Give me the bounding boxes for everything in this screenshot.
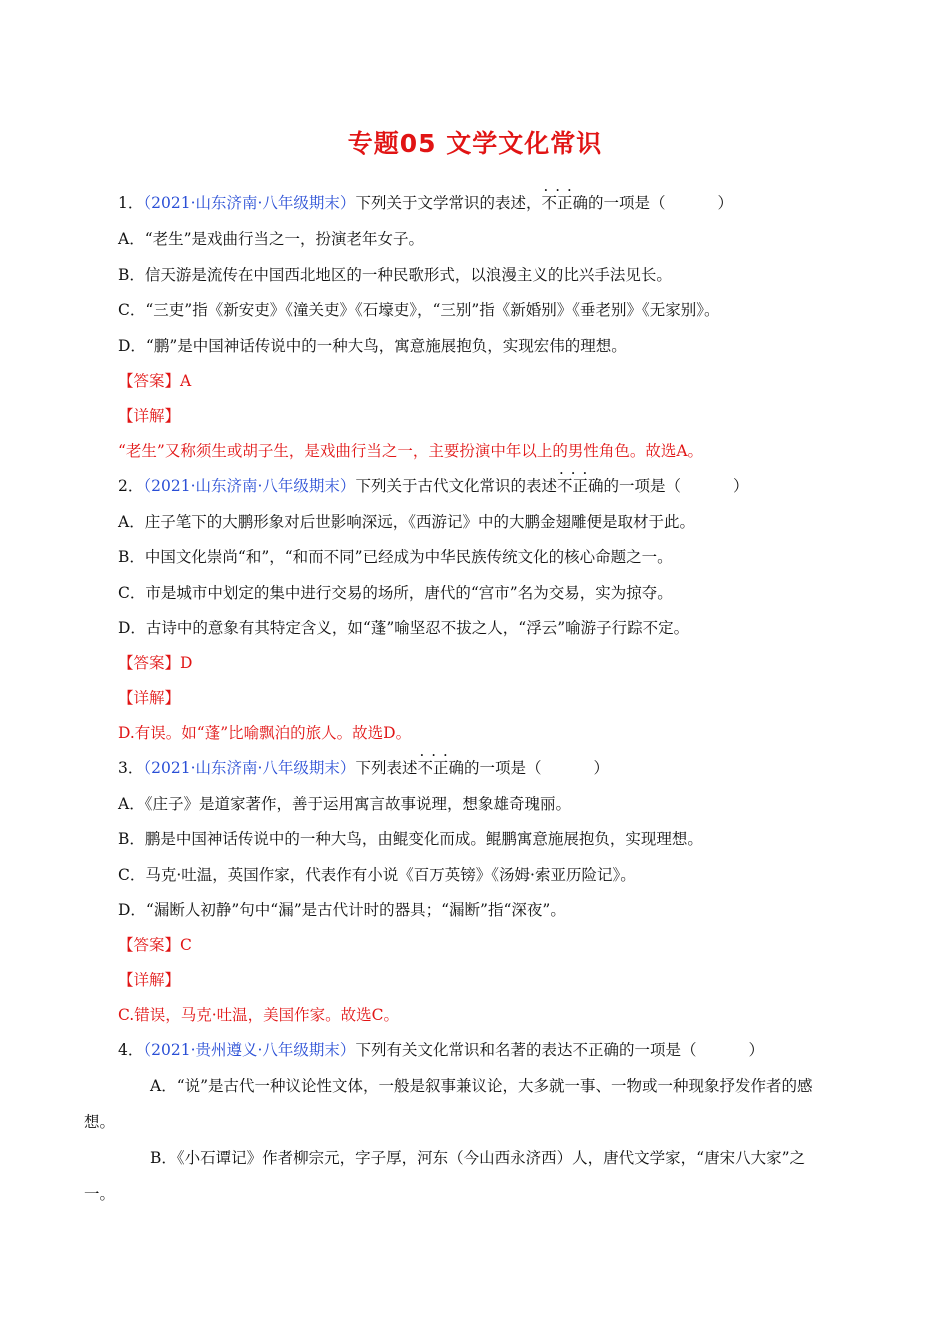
answer-value: A	[180, 372, 192, 390]
question-4-stem: 4．（2021·贵州遵义·八年级期末）下列有关文化常识和名著的表达不正确的一项是（ ）	[118, 1041, 764, 1059]
question-source: （2021·贵州遵义·八年级期末）	[143, 1041, 356, 1059]
answer-line	[118, 934, 192, 956]
answer-value: D	[180, 654, 193, 672]
question-number: 2．	[118, 477, 144, 495]
detail-label: 【详解】	[118, 689, 181, 707]
option-a: A．庄子笔下的大鹏形象对后世影响深远，《西游记》中的大鹏金翅雕便是取材于此。	[118, 513, 695, 531]
option-d: D．“漏断人初静”句中“漏”是古代计时的器具；“漏断”指“深夜”。	[118, 901, 566, 919]
option-b: B．中国文化崇尚“和”，“和而不同”已经成为中华民族传统文化的核心命题之一。	[118, 548, 673, 566]
option-d: D．古诗中的意象有其特定含义，如“蓬”喻坚忍不拔之人，“浮云”喻游子行踪不定。	[118, 619, 690, 637]
option-a: A．“老生”是戏曲行当之一，扮演老年女子。	[118, 230, 425, 248]
question-source: （2021·山东济南·八年级期末）	[143, 194, 356, 212]
option-b: B．信天游是流传在中国西北地区的一种民歌形式，以浪漫主义的比兴手法见长。	[118, 266, 672, 284]
emphasis-text: ··· 不正确	[557, 475, 604, 497]
explanation: “老生”又称须生或胡子生，是戏曲行当之一，主要扮演中年以上的男性角色。故选A。	[118, 442, 704, 460]
option-a: A．“说”是古代一种议论性文体，一般是叙事兼议论，大多就一事、一物或一种现象抒发作者的感	[150, 1077, 813, 1095]
option-b: B．《小石谭记》作者柳宗元，字子厚，河东（今山西永济西）人，唐代文学家，“唐宋八大家”之	[150, 1149, 805, 1167]
question-3-stem: 3．（2021·山东济南·八年级期末）下列表述··· 不正确的一项是（ ）	[118, 757, 609, 779]
answer-label: 【答案】	[118, 372, 181, 390]
option-a: A．《庄子》是道家著作，善于运用寓言故事说理，想象雄奇瑰丽。	[118, 795, 571, 813]
question-1-stem: 1．（2021·山东济南·八年级期末）下列关于文学常识的表述，··· 不正确的一项是（ ）	[118, 192, 733, 214]
option-c: C．“三吏”指《新安吏》《潼关吏》《石壕吏》，“三别”指《新婚别》《垂老别》《无家别》。	[118, 301, 720, 319]
question-number: 1．	[118, 194, 144, 212]
option-b: B．鹏是中国神话传说中的一种大鸟，由鲲变化而成。鲲鹏寓意施展抱负，实现理想。	[118, 830, 703, 848]
question-number: 4．	[118, 1041, 144, 1059]
option-c: C．市是城市中划定的集中进行交易的场所，唐代的“宫市”名为交易，实为掠夺。	[118, 584, 673, 602]
answer-label: 【答案】	[118, 654, 181, 672]
detail-label: 【详解】	[118, 407, 181, 425]
answer-value: C	[180, 936, 192, 954]
answer-label: 【答案】	[118, 936, 181, 954]
answer-line	[118, 370, 191, 392]
option-c: C．马克·吐温，英国作家，代表作有小说《百万英镑》《汤姆·索亚历险记》。	[118, 866, 636, 884]
emphasis-text: ··· 不正确	[541, 192, 588, 214]
option-a-continued: 想。	[84, 1113, 116, 1131]
explanation: D.有误。如“蓬”比喻飘泊的旅人。故选D。	[118, 724, 412, 742]
option-b-continued: 一。	[84, 1185, 116, 1203]
detail-label: 【详解】	[118, 971, 181, 989]
question-number: 3．	[118, 759, 144, 777]
question-source: （2021·山东济南·八年级期末）	[143, 759, 356, 777]
explanation: C.错误，马克·吐温，美国作家。故选C。	[118, 1006, 400, 1024]
emphasis-text: ··· 不正确	[417, 757, 464, 779]
question-2-stem: 2．（2021·山东济南·八年级期末）下列关于古代文化常识的表述··· 不正确的一项是（ ）	[118, 475, 749, 497]
option-d: D．“鹏”是中国神话传说中的一种大鸟，寓意施展抱负，实现宏伟的理想。	[118, 337, 627, 355]
question-source: （2021·山东济南·八年级期末）	[143, 477, 356, 495]
page-title: 专题05 文学文化常识	[347, 129, 603, 158]
answer-line	[118, 652, 192, 674]
